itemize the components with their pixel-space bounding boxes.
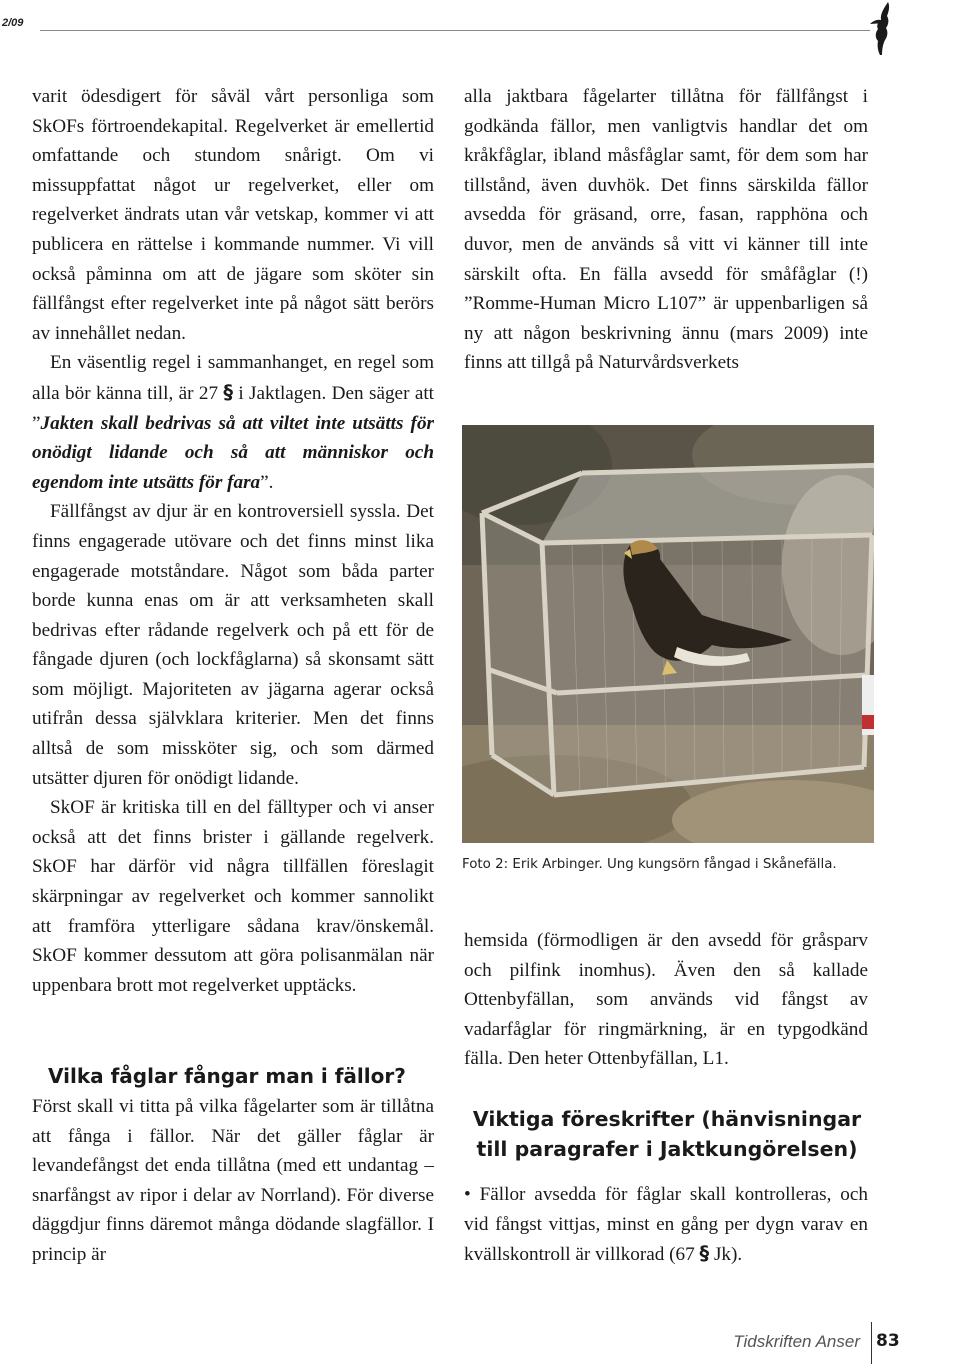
list-item-text-end: Jk). [709,1244,743,1266]
journal-name: Tidskriften Anser [733,1332,860,1351]
heading-regulations: Viktiga föreskrifter (hänvisningar till paragrafer i Jaktkungörelsen) [472,1107,862,1161]
regulations-list [464,1180,868,1270]
paragraph-intro: varit ödesdigert för såväl vårt personliga som SkOFs förtroendekapital. Regelverket är emellertid omfattande och stundom snårigt. Om vi missuppfattat något ur regelverket, eller om regelverket ändrats utan vår vetskap, kommer vi att publicera en rättelse i kommande nummer. Vi vill också påminna om att de jägare som sköter sin fällfångst efter regelverket inte på något sätt berörs av innehållet nedan. [32,86,434,344]
photo-eagle-in-trap [462,425,874,843]
jaktlagen-text-2: i Jaktlagen. Den säger att ” [32,382,434,434]
paragraph-which-birds: Först skall vi titta på vilka fågelarter som är tillåtna att fånga i fällor. När det gäller fåglar är levandefångst det enda tillåtna (med ett undantag – snarfångst av ripor i delar av Norrland). För diverse däggdjur finns däremot många dödande slagfällor. I princip är [32,1096,434,1265]
right-column-bottom [464,926,868,1074]
footer-divider [871,1322,872,1364]
paragraph-controversial: Fällfångst av djur är en kontroversiell syssla. Det finns engagerade utövare och det finns minst lika engagerade motståndare. Något som båda parter borde kunna enas om är att verksamheten skall bedrivas efter rådande regelverk och på ett för de fångade djuren (och lockfåglarna) så skonsamt sätt som möjligt. Majoriteten av jägarna agerar också utifrån dessa självklara kriterier. Men det finns alltså de som missköter sig, och som därmed utsätter djuren för onödigt lidande. [32,501,434,789]
page-number: 83 [876,1331,900,1351]
header-rule [40,30,870,31]
photo-caption: Foto 2: Erik Arbinger. Ung kungsörn fångad i Skånefälla. [462,857,837,872]
paragraph-jaktlagen [32,348,434,497]
right-column-top [464,82,868,378]
bird-logo-icon [866,0,896,56]
jaktlagen-text: En väsentlig regel i sammanhanget, en regel som alla bör känna till, är 27 [32,352,434,404]
issue-label: 2/09 [2,17,24,29]
section-symbol: § [223,380,234,404]
left-column-bottom [32,1092,434,1270]
section-symbol: § [699,1242,710,1266]
jaktlagen-quote: Jakten skall bedrivas så att viltet inte utsätts för onödigt lidande och så att människor och egendom inte utsätts för fara [32,412,434,493]
left-column [32,82,434,1000]
list-item-text: • Fällor avsedda för fåglar skall kontrolleras, och vid fångst vittjas, minst en gång per dygn varav en kvällskontroll är villkorad (67 [464,1184,868,1266]
jaktlagen-quote-end: ”. [260,471,274,493]
paragraph-trap-species: alla jaktbara fågelarter tillåtna för fällfångst i godkända fällor, men vanligtvis handlar det om kråkfåglar, ibland måsfåglar samt, för dem som har tillstånd, även duvhök. Det finns särskilda fällor avsedda för gräsand, orre, fasan, rapphöna och duvor, men de används så vitt vi känner till inte särskilt ofta. En fälla avsedd för småfåglar (!) ”Romme-Human Micro L107” är uppenbarligen så ny att någon beskrivning ännu (mars 2009) inte finns att tillgå på Naturvårdsverkets [464,86,868,374]
heading-which-birds: Vilka fåglar fångar man i fällor? [48,1064,406,1088]
list-item [464,1180,868,1270]
paragraph-skof-critical: SkOF är kritiska till en del fälltyper och vi anser också att det finns brister i gällande regelverk. SkOF har därför vid några tillfällen föreslagit skärpningar av regelverket och kommer sannolikt att framföra ytterligare sådana krav/önskemål. SkOF kommer dessutom att göra polisanmälan när uppenbara brott mot regelverket upptäcks. [32,797,434,996]
paragraph-ottenby: hemsida (förmodligen är den avsedd för gråsparv och pilfink inomhus). Även den så kallade Ottenbyfällan, som används vid fångst av vadarfåglar för ringmärkning, är en typgodkänd fälla. Den heter Ottenbyfällan, L1. [464,930,868,1070]
